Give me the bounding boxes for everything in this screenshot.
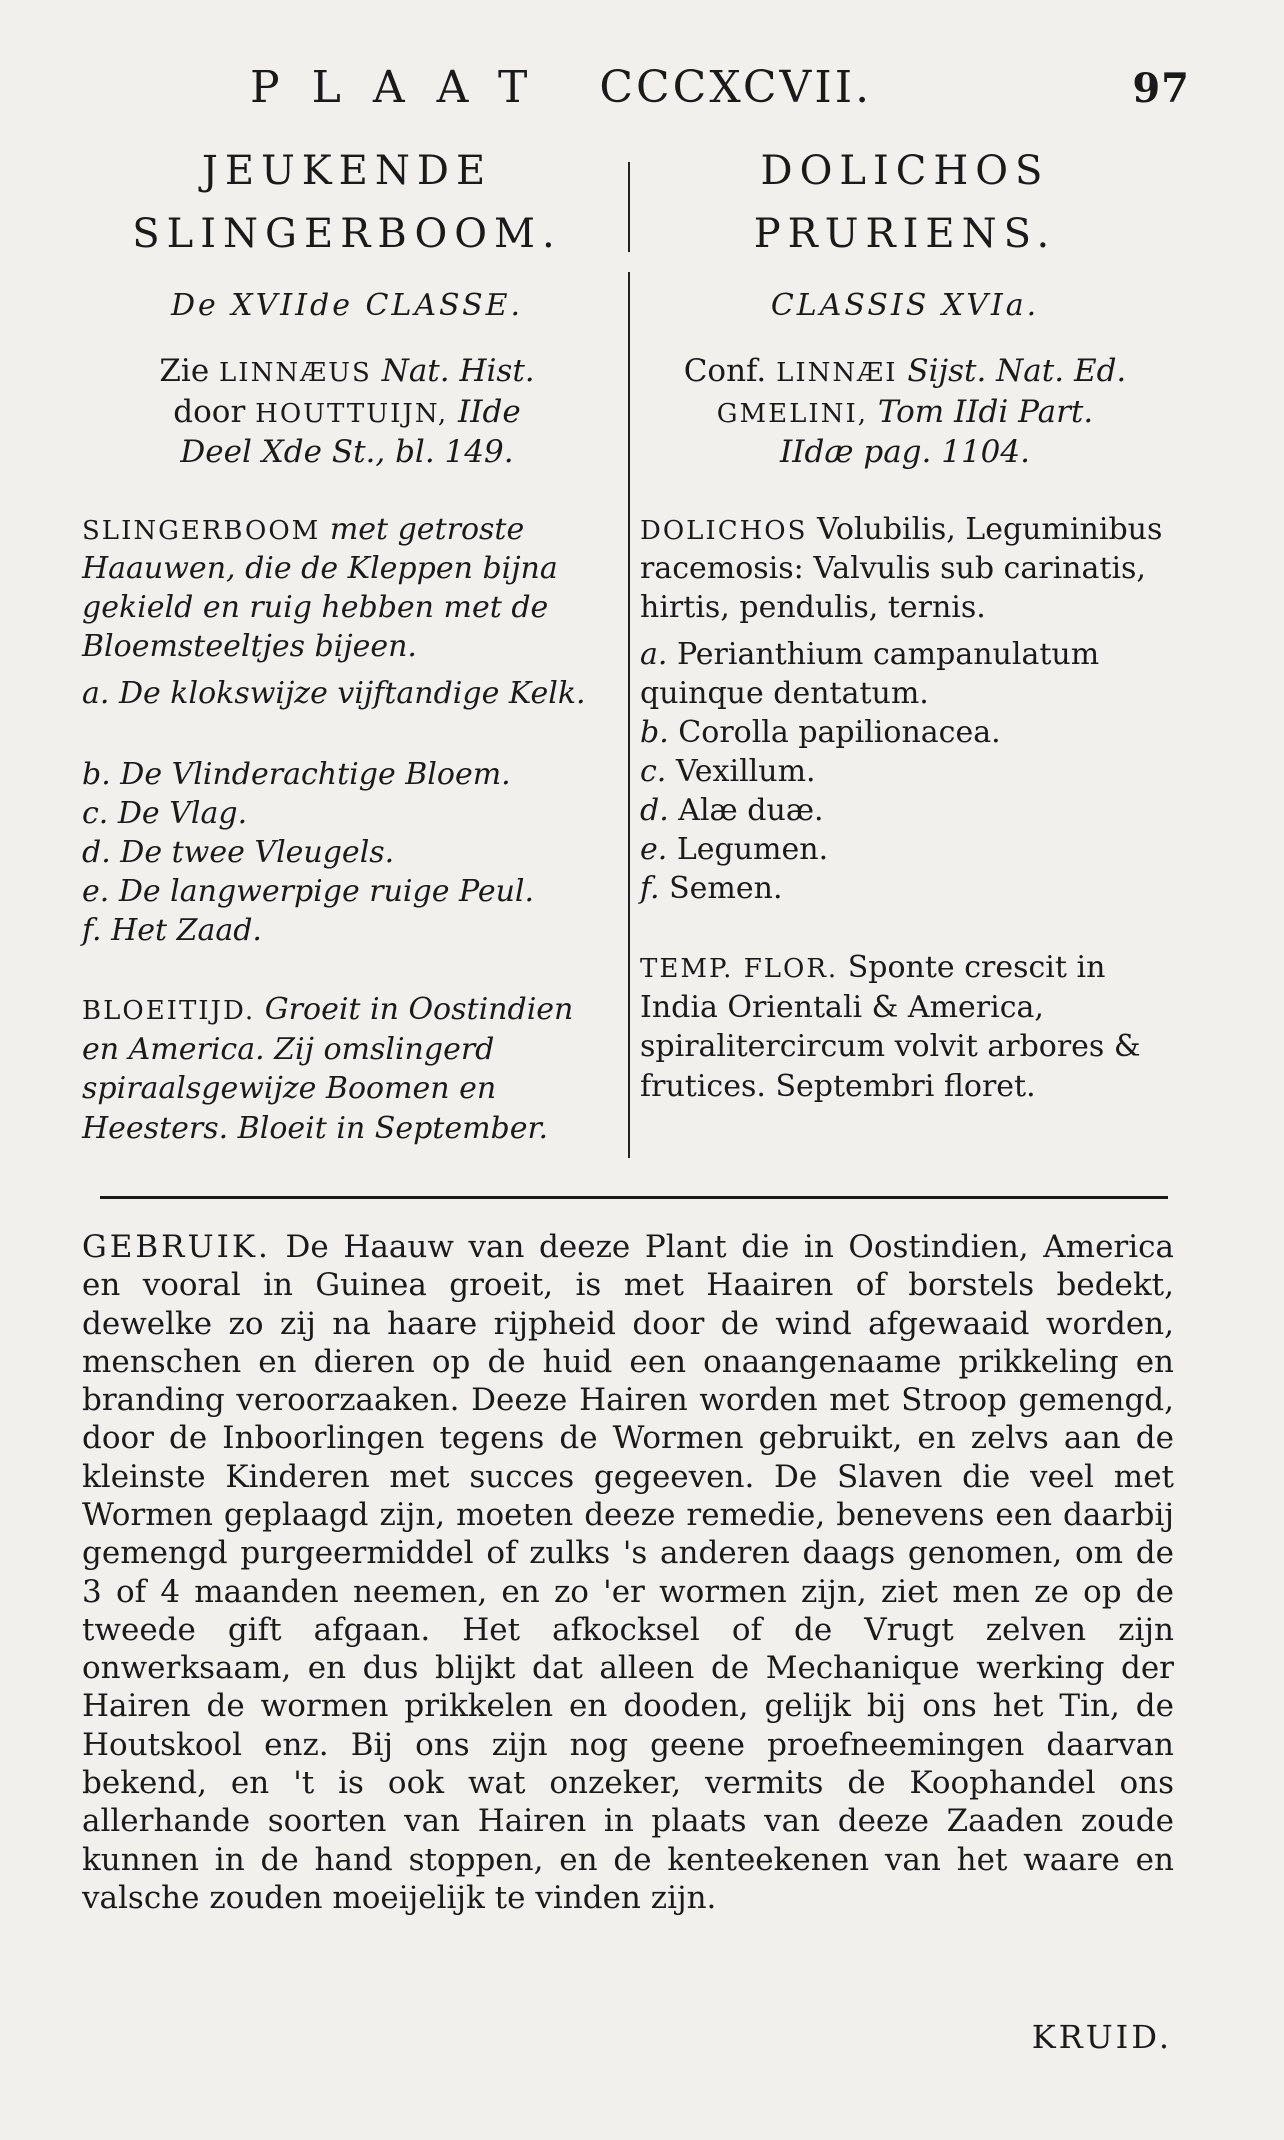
plate-word: PLAAT [250,62,560,113]
ref-work: Sijst. Nat. Ed. [907,353,1127,390]
latin-classis: CLASSIS XVIa. [770,288,1040,324]
latin-title-line1: DOLICHOS [760,148,1050,194]
latin-description [640,510,1170,627]
bloei-text: Groeit in Oostindien en America. Zij omslingerd spiraalsgewijze Boomen en Heesters. Bloeit in September. [82,992,574,1147]
desc-text: Volubilis, Leguminibus racemosis: Valvulis sub carinatis, hirtis, pendulis, ternis. [640,512,1163,626]
list-item: d. Alæ duæ. [640,793,824,829]
latin-reference [640,351,1170,472]
ref-conf: Conf. [683,353,767,390]
usage-text: De Haauw van deeze Plant die in Oostindien, America en vooral in Guinea groeit, is met Haairen of borstels bedekt, dewelke zo zij na haare rijpheid door de wind afgewaaid worden, menschen en dieren op de huid een onaangenaame prikkeling en branding veroorzaaken. Deeze Hairen worden met Stroop gemengd, door de Inboorlingen tegens de Wormen gebruikt, en zelvs aan de kleinste Kinderen met succes gegeeven. De Slaven die veel met Wormen geplaagd zijn, moeten deeze remedie, benevens een daarbij gemengd purgeermiddel of zulks 's anderen daags genomen, om de 3 of 4 maanden neemen, en zo 'er wormen zijn, ziet men ze op de tweede gift afgaan. Het afkocksel of de Vrugt zelven zijn onwerksaam, en dus blijkt dat alleen de Mechanique werking der Hairen de wormen prikkelen en dooden, gelijk bij ons het Tin, de Houtskool enz. Bij ons zijn nog geene proefneemingen daarvan bekend, en 't is ook wat onzeker, vermits de Koophandel ons allerhande soorten van Hairen in plaats van deeze Zaaden zoude kunnen in de hand stoppen, en de kenteekenen van het waare en valsche zouden moeijelijk te vinden zijn. [82,1229,1174,1916]
dutch-flowering [82,990,612,1148]
ref-part: Tom IIdi Part. [877,393,1094,430]
list-item: a. De klokswijze vijftandige Kelk. [82,676,586,712]
column-divider [628,272,630,1158]
dutch-reference [82,351,612,472]
list-item: c. De Vlag. [82,796,248,832]
latin-column [640,140,1170,1107]
dutch-title-line2: SLINGERBOOM. [132,211,562,258]
latin-title [640,140,1170,266]
running-header [250,62,1190,113]
catchword: KRUID. [1031,2018,1172,2056]
list-item: e. Legumen. [640,832,829,868]
usage-lead: GEBRUIK. [82,1229,271,1265]
plate-number: CCCXCVII. [599,62,873,113]
dutch-title [82,140,612,266]
dutch-description [82,510,612,666]
dutch-title-line1: JEUKENDE [201,148,493,194]
desc-lead: DOLICHOS [640,516,808,547]
latin-title-line2: PRURIENS. [753,211,1057,258]
ref-author: LINNÆI [776,358,898,389]
ref-part: IIde [458,393,521,430]
list-item: d. De twee Vleugels. [82,835,395,871]
dutch-parts-list [82,674,612,950]
ref-door: door [173,393,246,430]
ref-prefix: Zie [159,353,210,390]
page-number: 97 [1132,65,1190,112]
desc-lead: SLINGERBOOM [82,516,321,547]
two-column-section [82,140,1174,1160]
temp-text: Sponte crescit in India Orientali & America, spiralitercircum volvit arbores & frutices. Septembri floret. [640,950,1141,1105]
dutch-column [82,140,612,1149]
list-item: b. Corolla papilionacea. [640,715,1001,751]
bloei-lead: BLOEITIJD. [82,996,256,1027]
list-item: b. De Vlinderachtige Bloem. [82,757,511,793]
dutch-classe: De XVIIde CLASSE. [170,288,524,324]
latin-flowering [640,948,1170,1106]
column-divider-top [628,162,630,252]
temp-lead: TEMP. FLOR. [640,954,839,985]
ref-editor: GMELINI, [716,398,868,429]
list-item: f. Het Zaad. [82,913,262,949]
list-item: e. De langwerpige ruige Peul. [82,874,535,910]
list-item: a. Perianthium campanulatum quinque dentatum. [640,637,1100,712]
ref-author: LINNÆUS [219,358,372,389]
list-item: c. Vexillum. [640,754,816,790]
desc-text: met getroste Haauwen, die de Kleppen bijna gekield en ruig hebben met de Bloemsteeltjes bijeen. [82,512,558,665]
ref-work: Nat. Hist. [381,353,535,390]
usage-paragraph [82,1228,1174,1917]
list-item: f. Semen. [640,871,783,907]
latin-parts-list [640,635,1170,908]
ref-page: IIdæ pag. 1104. [780,433,1030,470]
section-rule [100,1196,1168,1199]
ref-volume: Deel Xde St., bl. 149. [180,433,514,470]
ref-translator: HOUTTUIJN, [255,398,449,429]
